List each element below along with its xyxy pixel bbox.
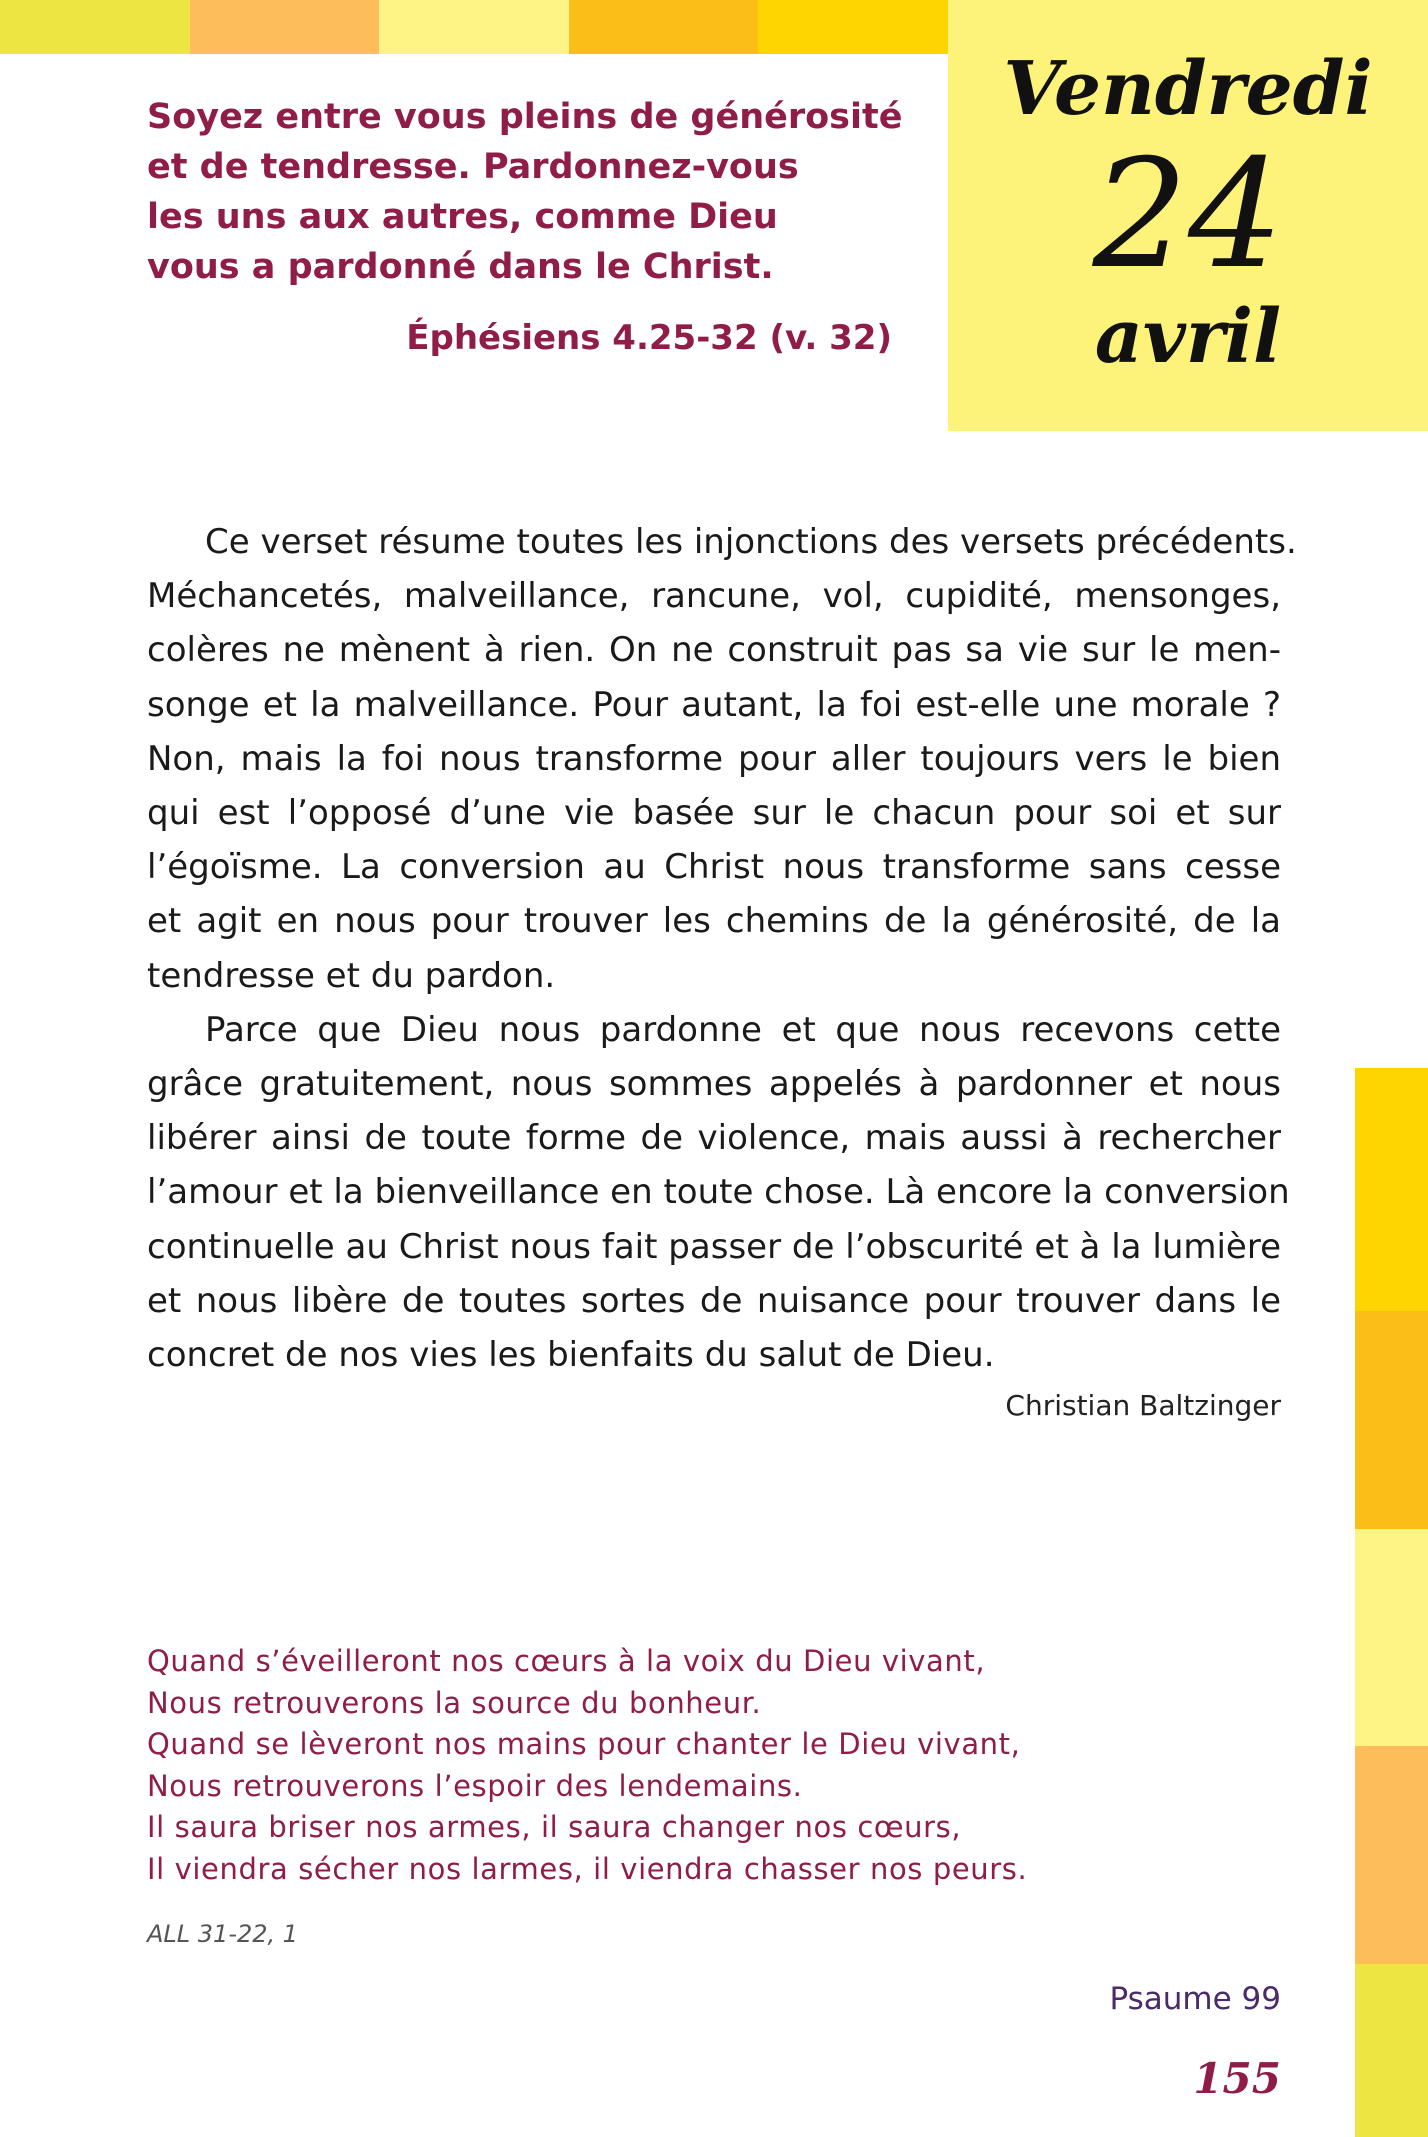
meditation-line: colères ne mènent à rien. On ne construit pas sa vie sur le men- <box>147 630 1281 671</box>
verse-line: et de tendresse. Pardonnez-vous <box>147 147 799 187</box>
top-strip-segment <box>569 0 759 54</box>
verse-line: Soyez entre vous pleins de générosité <box>147 97 903 137</box>
meditation-line: et agit en nous pour trouver les chemins de la générosité, de la <box>147 901 1281 942</box>
meditation-line: concret de nos vies les bienfaits du salut de Dieu. <box>147 1335 995 1376</box>
side-strip-segment <box>1355 1311 1428 1529</box>
verse-line: vous a pardonné dans le Christ. <box>147 247 774 287</box>
hymn-reference: ALL 31-22, 1 <box>147 1920 299 1948</box>
meditation-line: libérer ainsi de toute forme de violence, mais aussi à rechercher <box>147 1118 1281 1159</box>
top-strip-segment <box>0 0 190 54</box>
side-strip-segment <box>1355 1964 1428 2137</box>
date-day: 24 <box>1092 128 1284 302</box>
meditation-line: grâce gratuitement, nous sommes appelés à pardonner et nous <box>147 1064 1281 1105</box>
top-color-strip <box>0 0 948 54</box>
psalm-reference: Psaume 99 <box>1109 1981 1281 2017</box>
date-month: avril <box>1094 294 1282 380</box>
hymn-line: Quand se lèveront nos mains pour chanter le Dieu vivant, <box>147 1727 1021 1762</box>
hymn-line: Il viendra sécher nos larmes, il viendra chasser nos peurs. <box>147 1851 1028 1886</box>
meditation-line: l’amour et la bienveillance en toute chose. Là encore la conversion <box>147 1172 1290 1213</box>
side-color-strip <box>1355 1068 1428 2137</box>
page-number: 155 <box>1193 2054 1281 2103</box>
date-weekday: Vendredi <box>1003 46 1373 132</box>
bible-verse <box>147 92 907 292</box>
meditation-line: qui est l’opposé d’une vie basée sur le chacun pour soi et sur <box>147 793 1281 834</box>
meditation-line: et nous libère de toutes sortes de nuisance pour trouver dans le <box>147 1280 1281 1321</box>
hymn-line: Nous retrouverons l’espoir des lendemains. <box>147 1768 803 1803</box>
side-strip-segment <box>1355 1746 1428 1964</box>
hymn-line: Il saura briser nos armes, il saura changer nos cœurs, <box>147 1810 962 1845</box>
meditation-line: l’égoïsme. La conversion au Christ nous transforme sans cesse <box>147 847 1281 888</box>
meditation-line: Méchancetés, malveillance, rancune, vol, cupidité, mensonges, <box>147 576 1281 617</box>
hymn-text <box>147 1641 1147 1891</box>
author-signature: Christian Baltzinger <box>1005 1389 1281 1422</box>
hymn-line: Quand s’éveilleront nos cœurs à la voix du Dieu vivant, <box>147 1644 986 1678</box>
verse-reference: Éphésiens 4.25-32 (v. 32) <box>406 318 892 358</box>
meditation-line: Non, mais la foi nous transforme pour aller toujours vers le bien <box>147 738 1281 779</box>
meditation-line: Parce que Dieu nous pardonne et que nous recevons cette <box>205 1009 1281 1050</box>
meditation-line: tendresse et du pardon. <box>147 955 556 996</box>
meditation-text <box>147 515 1297 1382</box>
top-strip-segment <box>190 0 380 54</box>
verse-line: les uns aux autres, comme Dieu <box>147 197 778 237</box>
top-strip-segment <box>379 0 569 54</box>
side-strip-segment <box>1355 1068 1428 1311</box>
hymn-line: Nous retrouverons la source du bonheur. <box>147 1685 762 1720</box>
date-block <box>948 0 1428 431</box>
side-strip-segment <box>1355 1529 1428 1746</box>
meditation-line: songe et la malveillance. Pour autant, la foi est-elle une morale ? <box>147 684 1281 725</box>
top-strip-segment <box>758 0 948 54</box>
meditation-line: Ce verset résume toutes les injonctions des versets précédents. <box>205 522 1297 562</box>
meditation-line: continuelle au Christ nous fait passer de l’obscurité et à la lumière <box>147 1226 1281 1267</box>
